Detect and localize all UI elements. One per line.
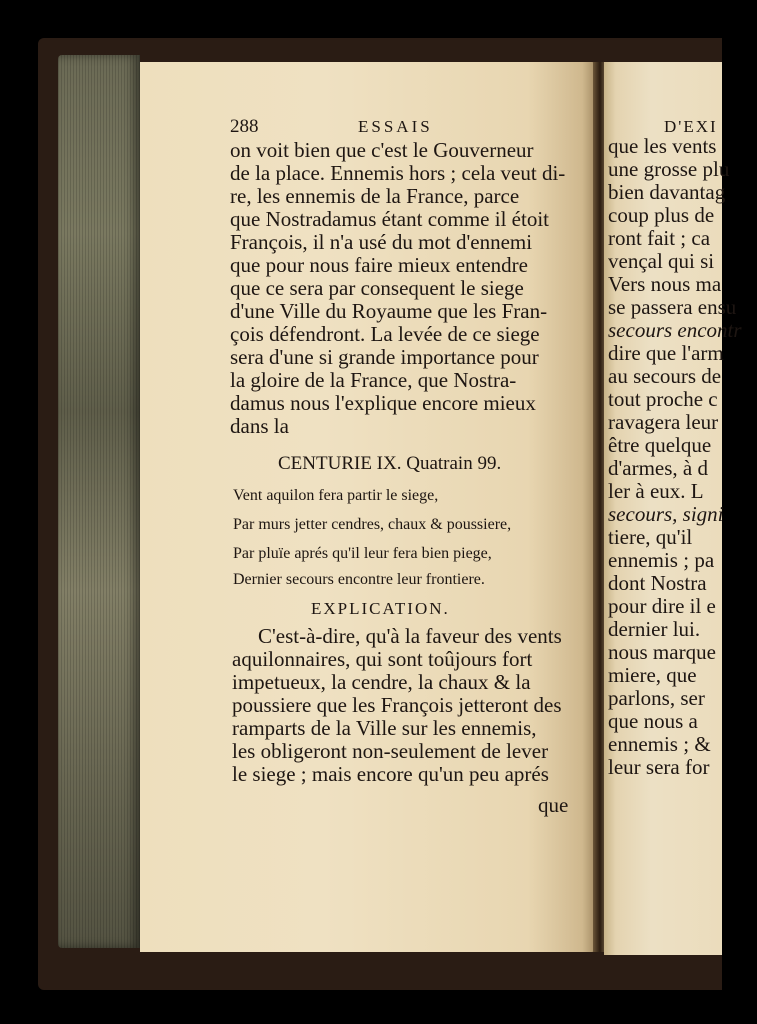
body-line: vençal qui si xyxy=(608,249,715,273)
body-line: ler à eux. L xyxy=(608,479,704,503)
body-line: que Nostradamus étant comme il étoit xyxy=(230,207,549,231)
quatrain-heading: CENTURIE IX. Quatrain 99. xyxy=(278,453,502,474)
body-line: tout proche c xyxy=(608,387,718,411)
body-line: çois défendront. La levée de ce siege xyxy=(230,322,540,346)
page-number: 288 xyxy=(230,116,259,137)
body-line: dont Nostra xyxy=(608,571,707,595)
body-line: de la place. Ennemis hors ; cela veut di- xyxy=(230,161,566,185)
body-line: damus nous l'explique encore mieux xyxy=(230,391,536,415)
explication-line: impetueux, la cendre, la chaux & la xyxy=(232,670,531,694)
body-line: que pour nous faire mieux entendre xyxy=(230,253,528,277)
explication-line: poussiere que les François jetteront des xyxy=(232,693,562,717)
body-line: miere, que xyxy=(608,663,697,687)
explication-line: le siege ; mais encore qu'un peu aprés xyxy=(232,762,549,786)
catchword: que xyxy=(538,793,569,817)
body-line: bien davantag xyxy=(608,180,726,204)
left-page xyxy=(140,62,596,952)
body-line: d'une Ville du Royaume que les Fran- xyxy=(230,299,548,323)
body-line: secours, signi xyxy=(608,502,724,526)
page-block-edge xyxy=(58,55,140,948)
body-line: dans la xyxy=(230,414,289,438)
body-line: ront fait ; ca xyxy=(608,226,711,250)
body-line: dernier lui. xyxy=(608,617,701,641)
body-line: que ce sera par consequent le siege xyxy=(230,276,524,300)
running-head: ESSAIS xyxy=(358,117,433,136)
body-line: François, il n'a usé du mot d'ennemi xyxy=(230,230,533,254)
explication-line: ramparts de la Ville sur les ennemis, xyxy=(232,716,537,740)
body-line: ennemis ; & xyxy=(608,732,711,756)
body-line: coup plus de xyxy=(608,203,715,227)
explication-line: C'est-à-dire, qu'à la faveur des vents xyxy=(258,624,562,648)
body-line: être quelque xyxy=(608,433,712,457)
body-line: au secours de xyxy=(608,364,722,388)
running-head: D'EXI xyxy=(664,117,718,136)
body-line: que nous a xyxy=(608,709,698,733)
body-line: ennemis ; pa xyxy=(608,548,715,572)
body-line: secours encontr xyxy=(608,318,742,342)
body-line: re, les ennemis de la France, parce xyxy=(230,184,520,208)
body-line: que les vents xyxy=(608,134,717,158)
right-page xyxy=(604,62,742,955)
explication-line: les obligeront non-seulement de lever xyxy=(232,739,549,763)
body-line: une grosse plu xyxy=(608,157,730,181)
body-line: d'armes, à d xyxy=(608,456,708,480)
body-line: parlons, ser xyxy=(608,686,705,710)
quatrain-line: Dernier secours encontre leur frontiere. xyxy=(233,571,485,588)
body-line: la gloire de la France, que Nostra- xyxy=(230,368,517,392)
body-line: se passera ensu xyxy=(608,295,737,319)
body-line: sera d'une si grande importance pour xyxy=(230,345,539,369)
quatrain-line: Vent aquilon fera partir le siege, xyxy=(233,487,439,504)
body-line: dire que l'arm xyxy=(608,341,724,365)
explication-line: aquilonnaires, qui sont toûjours fort xyxy=(232,647,533,671)
quatrain-line: Par pluïe aprés qu'il leur fera bien piege, xyxy=(233,545,492,562)
explication-title: EXPLICATION. xyxy=(311,599,450,618)
body-line: pour dire il e xyxy=(608,594,716,618)
body-line: tiere, qu'il xyxy=(608,525,693,549)
body-line: leur sera for xyxy=(608,755,710,779)
quatrain-line: Par murs jetter cendres, chaux & poussiere, xyxy=(233,516,512,533)
body-line: on voit bien que c'est le Gouverneur xyxy=(230,138,534,162)
body-line: ravagera leur xyxy=(608,410,719,434)
body-line: Vers nous ma xyxy=(608,272,722,296)
body-line: nous marque xyxy=(608,640,716,664)
